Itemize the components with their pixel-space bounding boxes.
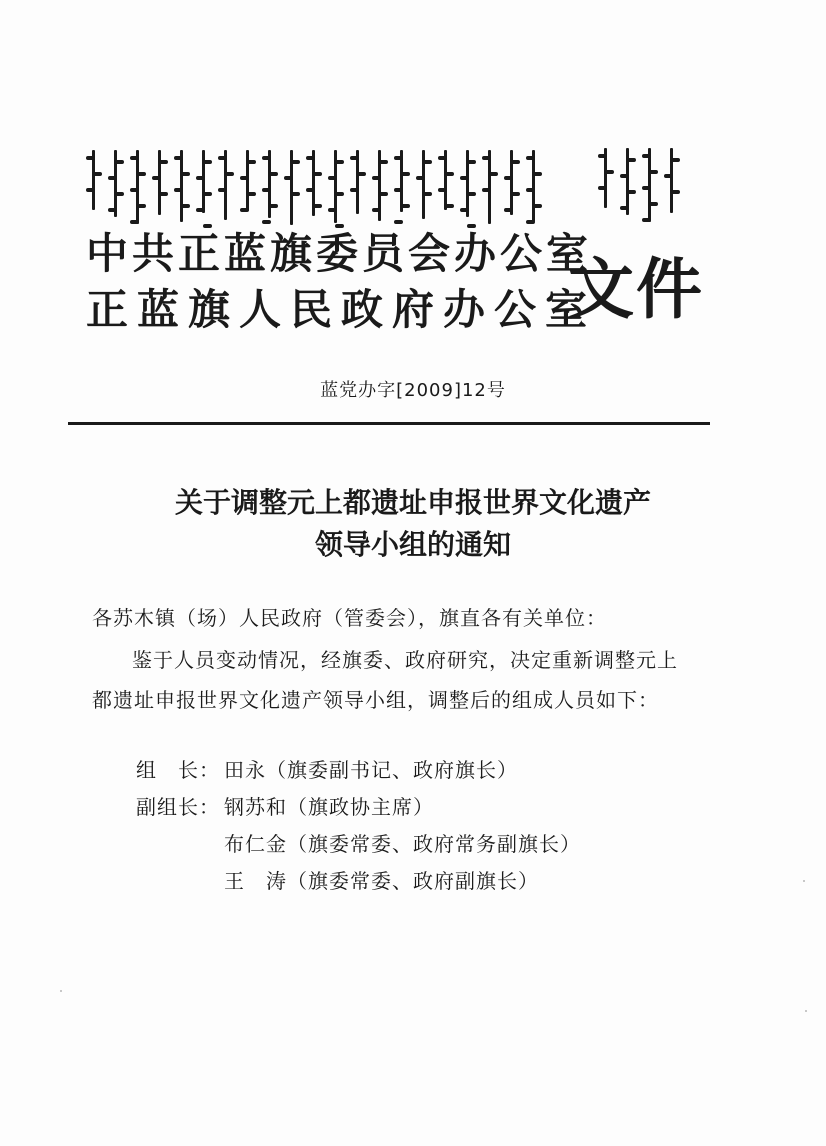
member-deputy: 王 涛（旗委常委、政府副旗长）	[224, 869, 539, 893]
mongolian-script-column	[460, 150, 474, 225]
mongolian-script-column	[438, 150, 452, 225]
mongolian-script-column	[664, 148, 678, 223]
member-leader: 田永（旗委副书记、政府旗长）	[224, 758, 518, 782]
role-label-leader: 组 长：	[136, 758, 220, 782]
mongolian-script-column	[130, 150, 144, 225]
notice-title-line-1: 关于调整元上都遗址申报世界文化遗产	[174, 486, 651, 519]
body-paragraph	[92, 640, 692, 720]
mongolian-script-column	[350, 150, 364, 225]
mongolian-script-column	[328, 150, 342, 225]
org-name-government-office: 正蓝旗人民政府办公室	[86, 285, 597, 334]
document-label: 文件	[568, 250, 704, 328]
mongolian-script-column	[598, 148, 612, 223]
mongolian-script-column	[196, 150, 210, 225]
member-list	[136, 752, 696, 900]
header-divider	[68, 422, 710, 425]
member-deputy: 钢苏和（旗政协主席）	[224, 795, 434, 819]
mongolian-script-column	[526, 150, 540, 225]
mongolian-script-column	[284, 150, 298, 225]
member-row-deputy	[136, 789, 696, 826]
addressee: 各苏木镇（场）人民政府（管委会），旗直各有关单位：	[92, 606, 607, 630]
document-number: 蓝党办字[2009]12号	[320, 380, 506, 401]
notice-title	[0, 482, 826, 566]
org-name-party-office: 中共正蓝旗委员会办公室	[86, 229, 593, 278]
mongolian-script-column	[152, 150, 166, 225]
mongolian-script-column	[108, 150, 122, 225]
mongolian-script-column	[86, 150, 100, 225]
member-row-deputy	[136, 863, 696, 900]
member-row-leader	[136, 752, 696, 789]
mongolian-script-column	[240, 150, 254, 225]
mongolian-script-column	[642, 148, 656, 223]
mongolian-script-column	[372, 150, 386, 225]
scan-speck	[60, 990, 62, 992]
mongolian-script-header	[86, 150, 546, 225]
notice-title-line-2: 领导小组的通知	[314, 528, 511, 561]
mongolian-script-column	[306, 150, 320, 225]
mongolian-script-column	[174, 150, 188, 225]
mongolian-script-column	[416, 150, 430, 225]
role-label-deputy: 副组长：	[136, 795, 220, 819]
mongolian-script-column	[504, 150, 518, 225]
body-paragraph-text: 鉴于人员变动情况，经旗委、政府研究，决定重新调整元上都遗址申报世界文化遗产领导小组，调整后的组成人员如下：	[92, 648, 678, 712]
mongolian-script-column	[218, 150, 232, 225]
mongolian-script-column	[482, 150, 496, 225]
mongolian-script-column	[394, 150, 408, 225]
scan-speck	[805, 1010, 807, 1012]
mongolian-script-column	[620, 148, 634, 223]
issuing-organizations	[86, 226, 597, 338]
scan-speck	[803, 880, 805, 882]
member-row-deputy	[136, 826, 696, 863]
member-deputy: 布仁金（旗委常委、政府常务副旗长）	[224, 832, 581, 856]
mongolian-script-wenjian	[598, 148, 688, 223]
mongolian-script-column	[262, 150, 276, 225]
